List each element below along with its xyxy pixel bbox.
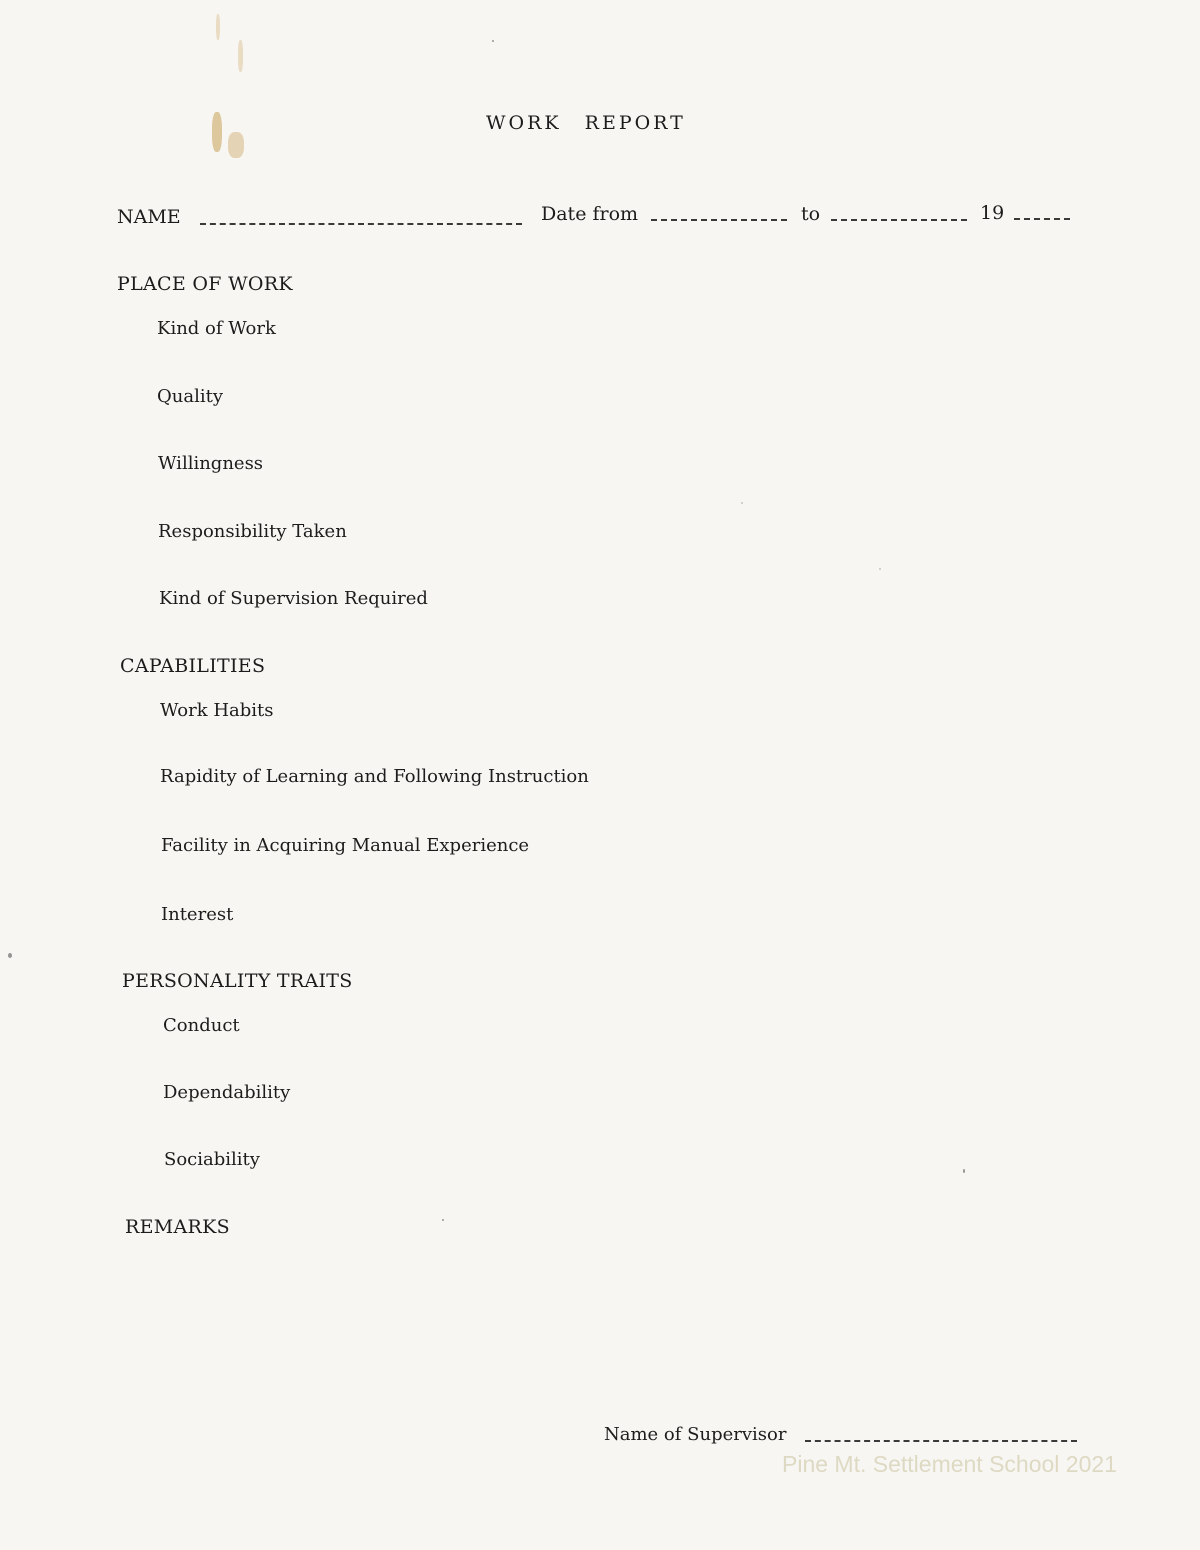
paper-speck [8,953,12,958]
field-label-responsibility-taken: Responsibility Taken [158,521,347,542]
supervisor-label: Name of Supervisor [604,1424,787,1445]
field-label-kind-of-work: Kind of Work [157,318,276,339]
field-label-quality: Quality [157,386,223,407]
form-title: WORK REPORT [486,112,686,134]
field-label-kind-of-supervision: Kind of Supervision Required [159,588,428,609]
rust-stain-mark [238,40,243,72]
field-label-conduct: Conduct [163,1015,240,1036]
field-label-rapidity-of-learning: Rapidity of Learning and Following Instruction [160,766,589,787]
paper-speck [879,568,881,570]
supervisor-blank-line[interactable] [805,1440,1077,1442]
name-blank-line[interactable] [200,223,522,225]
section-heading-place-of-work: PLACE OF WORK [117,273,293,295]
field-label-interest: Interest [161,904,234,925]
date-from-label: Date from [541,203,639,225]
paper-speck [442,1219,444,1221]
paper-speck [492,40,494,42]
section-heading-remarks: REMARKS [125,1216,230,1238]
field-label-facility-manual-experience: Facility in Acquiring Manual Experience [161,835,530,856]
year-blank-line[interactable] [1014,218,1070,220]
date-to-blank-line[interactable] [831,219,967,221]
field-label-dependability: Dependability [163,1082,291,1103]
paper-speck [741,502,743,504]
section-heading-capabilities: CAPABILITIES [120,655,266,677]
watermark-text: Pine Mt. Settlement School 2021 [782,1451,1117,1477]
rust-stain-mark [228,132,244,158]
date-from-blank-line[interactable] [651,219,787,221]
paper-speck [963,1169,965,1173]
field-label-sociability: Sociability [164,1149,260,1170]
rust-stain-mark [216,14,220,40]
field-label-work-habits: Work Habits [160,700,274,721]
field-label-willingness: Willingness [158,453,264,474]
name-label: NAME [117,206,181,228]
section-heading-personality-traits: PERSONALITY TRAITS [122,970,353,992]
year-prefix-label: 19 [980,202,1005,224]
date-to-label: to [801,203,821,225]
rust-stain-mark [212,112,222,152]
